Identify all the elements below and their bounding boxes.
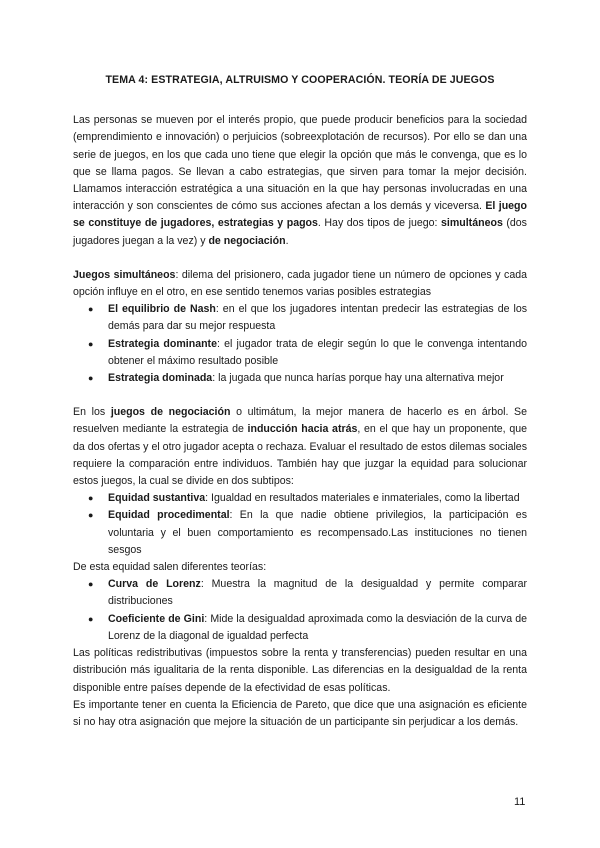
- negotiation-text: , en el que hay un proponente, que da dos ofertas y el otro jugador acepta o rechaza. Evaluar el resultado de estos dilemas sociales requiere la comparación entre individuos. También hay que juzgar la equidad para solucionar estos juegos, la cual se divide en dos subtipos:: [73, 423, 527, 488]
- intro-bold: simultáneos: [441, 217, 503, 230]
- list-item: [73, 611, 527, 645]
- list-item-text: : en el que los jugadores intentan predecir las estrategias de los demás para dar su mejor respuesta: [108, 303, 528, 333]
- list-item: [73, 301, 527, 335]
- list-item-text: : En la que nadie obtiene privilegios, la participación es voluntaria y el buen comportamiento es recompensado.Las instituciones no tienen sesgos: [108, 509, 527, 556]
- list-item-term: Estrategia dominada: [108, 372, 213, 385]
- list-item-term: Estrategia dominante: [108, 337, 217, 350]
- negotiation-text: o ultimátum, la mejor manera de hacerlo es en árbol. Se resuelven mediante la estrategia de: [73, 406, 527, 436]
- list-item-term: Equidad procedimental: [108, 509, 230, 522]
- list-item-term: Coeficiente de Gini: [108, 612, 205, 625]
- list-item: [73, 507, 527, 559]
- intro-text: (dos jugadores juegan a la vez) y: [73, 217, 527, 247]
- list-item-term: Equidad sustantiva: [108, 492, 206, 505]
- intro-paragraph: [73, 112, 527, 250]
- negotiation-bold: inducción hacia atrás: [247, 423, 358, 436]
- negotiation-bold: juegos de negociación: [110, 406, 231, 419]
- list-item: [73, 336, 527, 370]
- list-item-term: El equilibrio de Nash: [108, 303, 216, 316]
- theories-list: [73, 576, 527, 645]
- intro-bold: de negociación: [208, 234, 286, 247]
- equity-list: [73, 490, 527, 559]
- policies-paragraph: Las políticas redistributivas (impuestos sobre la renta y transferencias) pueden resultar en una distribución más igualitaria de la renta disponible. Las diferencias en la desigualdad de la renta disponible entre países depende de la efectividad de esas políticas.: [73, 647, 527, 694]
- spacer: [73, 250, 527, 267]
- intro-text: Las personas se mueven por el interés propio, que puede producir beneficios para la sociedad (emprendimiento e innovación) o perjuicios (sobreexplotación de recursos). Por ello se dan una serie de juegos, en los que cada uno tiene que elegir la opción que más le convenga, que es lo que se llama pagos. Se llevan a cabo estrategias, que sirven para tomar la mejor decisión. Llamamos interacción estratégica a una situación en la que hay personas involucradas en una interacción y son conscientes de cómo sus acciones afectan a los demás y viceversa.: [73, 114, 527, 213]
- page-number: 11: [514, 796, 526, 808]
- list-item-term: Curva de Lorenz: [108, 578, 201, 591]
- list-item-text: : la jugada que nunca harías porque hay una alternativa mejor: [212, 372, 504, 385]
- pareto-paragraph: Es importante tener en cuenta la Eficiencia de Pareto, que dice que una asignación es eficiente si no hay otra asignación que mejore la situación de un participante sin perjudicar a los demás.: [73, 698, 527, 728]
- simultaneous-text: : dilema del prisionero, cada jugador tiene un número de opciones y cada opción influye en el otro, en ese sentido tenemos varias posibles estrategias: [73, 268, 527, 299]
- list-item: [73, 370, 527, 387]
- list-item: [73, 490, 527, 507]
- spacer: [73, 387, 527, 404]
- intro-text: . Hay dos tipos de juego:: [317, 217, 442, 230]
- simultaneous-bold: Juegos simultáneos: [73, 268, 176, 281]
- simultaneous-games-paragraph: [73, 267, 527, 301]
- negotiation-games-paragraph: [73, 404, 527, 490]
- strategies-list: [73, 301, 527, 387]
- theories-intro: De esta equidad salen diferentes teorías:: [73, 561, 267, 574]
- list-item-text: : el jugador trata de elegir según lo que le convenga intentando obtener el máximo resultado posible: [108, 337, 527, 367]
- page-title: TEMA 4: ESTRATEGIA, ALTRUISMO Y COOPERACIÓN. TEORÍA DE JUEGOS: [105, 74, 495, 86]
- list-item-text: : Mide la desigualdad aproximada como la desviación de la curva de Lorenz de la diagonal de igualdad perfecta: [108, 612, 527, 642]
- list-item-text: : Muestra la magnitud de la desigualdad y permite comparar distribuciones: [108, 578, 527, 608]
- intro-text: .: [285, 234, 289, 247]
- list-item-text: : Igualdad en resultados materiales e inmateriales, como la libertad: [205, 492, 520, 505]
- intro-bold: El juego se constituye de jugadores, estrategias y pagos: [73, 200, 528, 230]
- negotiation-text: En los: [73, 406, 111, 419]
- list-item: [73, 576, 527, 610]
- document-page: [73, 72, 527, 731]
